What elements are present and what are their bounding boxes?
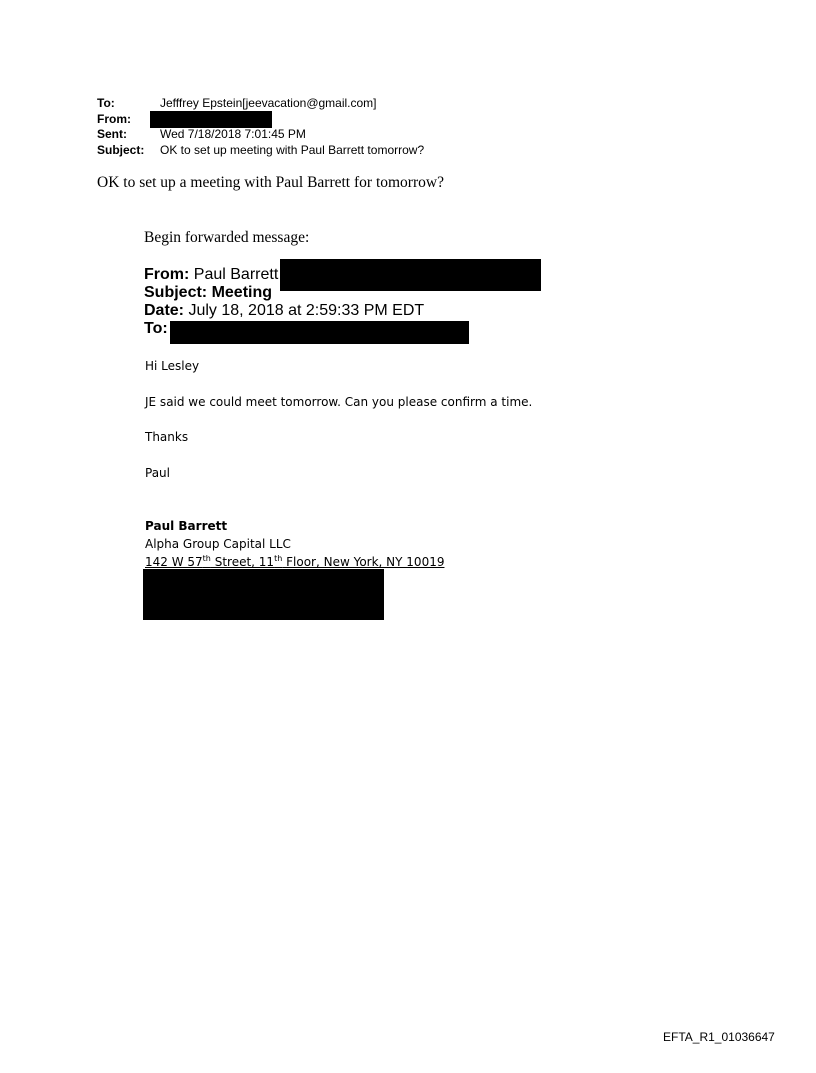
forwarded-intro: Begin forwarded message: (144, 229, 310, 246)
bates-number: EFTA_R1_01036647 (663, 1030, 775, 1044)
forwarded-greeting: Hi Lesley (145, 359, 200, 373)
signature-redaction (143, 569, 384, 620)
forwarded-thanks: Thanks (145, 430, 189, 444)
message-body: OK to set up a meeting with Paul Barrett for tomorrow? (97, 174, 444, 191)
address-superscript-1: th (202, 554, 211, 563)
subject-label: Subject: (97, 143, 145, 157)
forwarded-signoff: Paul (145, 466, 170, 480)
forwarded-from-label: From: (144, 266, 190, 283)
forwarded-date-label: Date: (144, 302, 185, 319)
forwarded-body: JE said we could meet tomorrow. Can you please confirm a time. (145, 395, 533, 409)
forwarded-to-label: To: (144, 320, 168, 337)
forwarded-subject-value: Meeting (211, 284, 273, 301)
to-label: To: (97, 96, 115, 110)
from-label: From: (97, 112, 131, 126)
forwarded-from-line (144, 266, 278, 284)
sent-value: Wed 7/18/2018 7:01:45 PM (160, 127, 306, 141)
address-part-1: 142 W 57 (145, 555, 203, 569)
from-redaction (150, 111, 272, 128)
forwarded-from-value: Paul Barrett (193, 266, 279, 283)
forwarded-from-redaction (280, 259, 541, 291)
forwarded-date-value: July 18, 2018 at 2:59:33 PM EDT (188, 302, 425, 319)
forwarded-subject-label: Subject: (144, 284, 208, 301)
sent-label: Sent: (97, 127, 127, 141)
address-superscript-2: th (274, 554, 283, 563)
forwarded-to-redaction (170, 321, 469, 344)
to-value: Jefffrey Epstein[jeevacation@gmail.com] (160, 96, 377, 110)
address-part-2: Street, 11 (210, 555, 275, 569)
subject-value: OK to set up meeting with Paul Barrett tomorrow? (160, 143, 425, 157)
forwarded-date-line (144, 302, 424, 320)
forwarded-subject-line (144, 284, 272, 302)
address-part-3: Floor, New York, NY 10019 (282, 555, 445, 569)
signature-company: Alpha Group Capital LLC (145, 537, 291, 551)
signature-name: Paul Barrett (145, 519, 228, 533)
